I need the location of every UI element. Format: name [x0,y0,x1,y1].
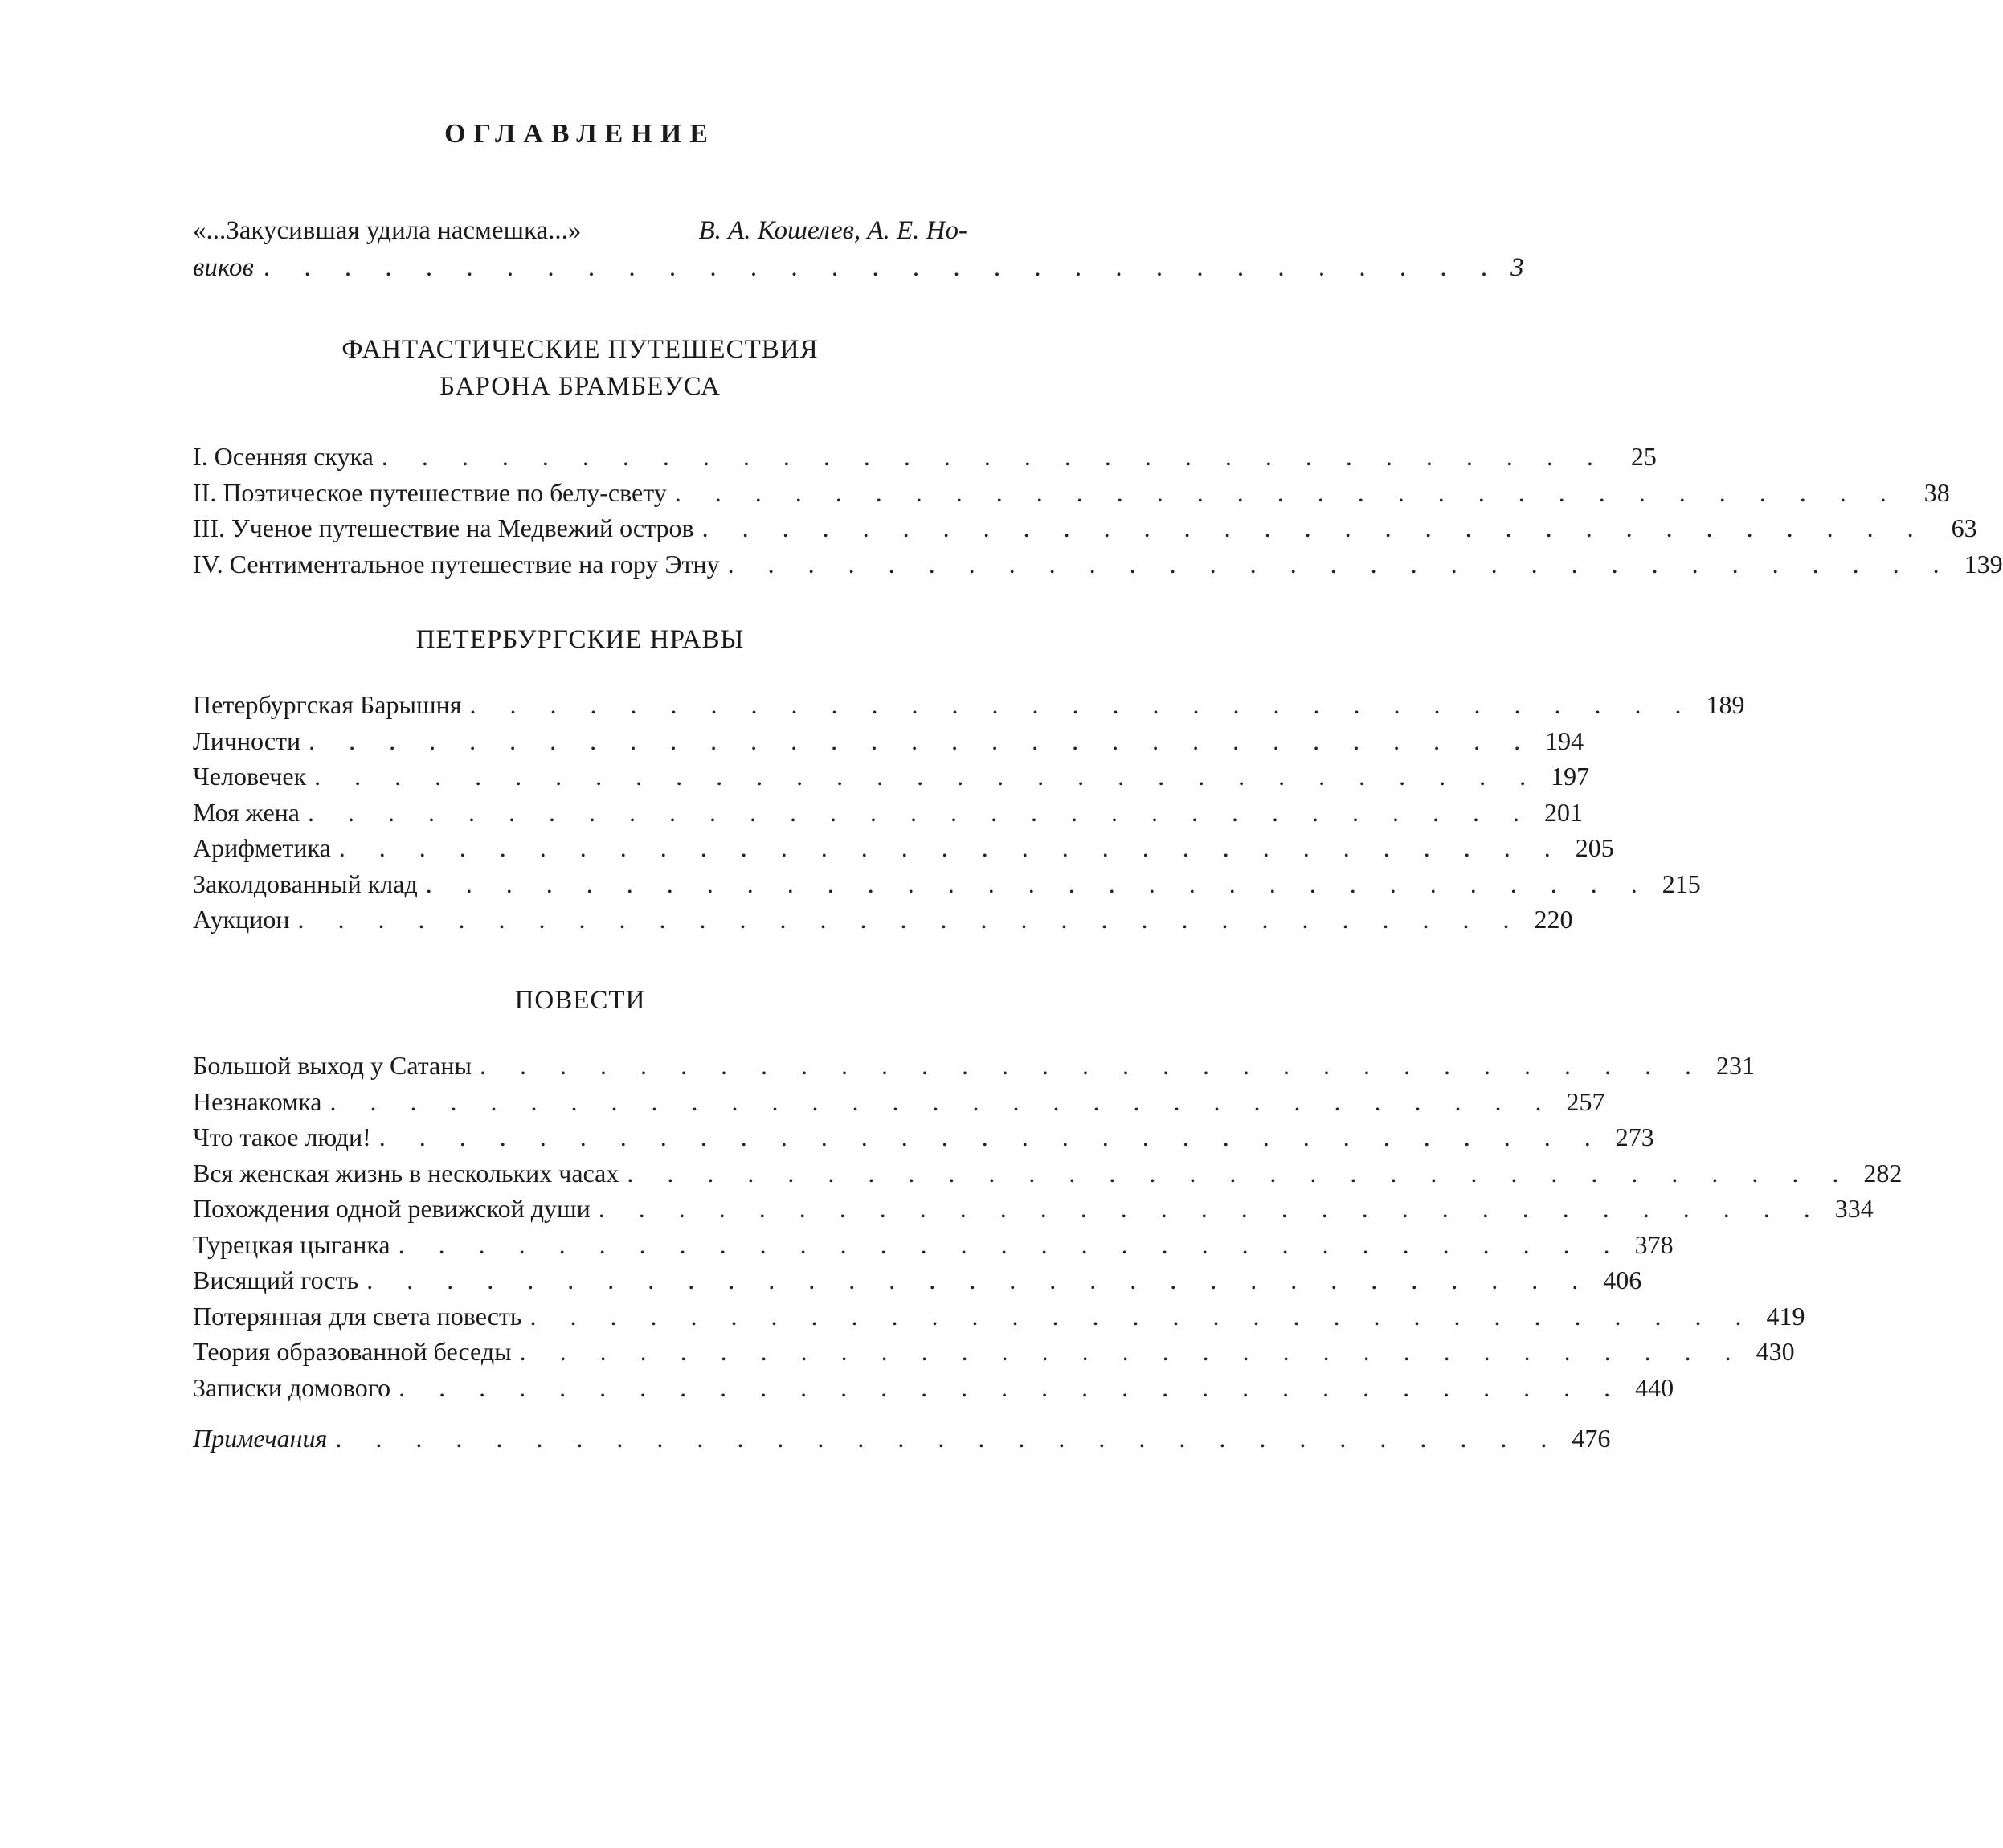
dot-leader: . . . . . . . . . . . . . . . . . . . . . . . . . . . . . . . [674,477,1900,507]
page-number: 378 [1634,1229,1674,1259]
preface-authors-continued: виков [193,253,254,282]
dot-leader: . . . . . . . . . . . . . . . . . . . . . . . . . . . . . . . [297,905,1523,934]
page-number: 476 [1572,1424,1611,1453]
dot-leader: . . . . . . . . . . . . . . . . . . . . . . . . . . . . . . . [598,1194,1824,1223]
toc-entry [193,1155,1903,1192]
entry-list [193,439,2003,582]
page-number: 201 [1543,797,1583,827]
page-number: 139 [1964,549,2003,579]
entry-title: Записки домового [193,1372,391,1402]
section-title-line: ПОВЕСТИ [514,986,646,1015]
preface-title: «...Закусившая удила насмешка...» [193,216,582,245]
toc-entry [193,866,1701,902]
dot-leader: . . . . . . . . . . . . . . . . . . . . . . . . . . . . . . . [425,869,1651,898]
page-number: 282 [1863,1158,1903,1188]
page-number: 3 [1510,253,1524,282]
preface-line-1 [193,212,967,249]
section-title-line: ПЕТЕРБУРГСКИЕ НРАВЫ [415,625,745,654]
entry-title: Незнакомка [193,1086,322,1116]
dot-leader: . . . . . . . . . . . . . . . . . . . . . . . . . . . . . . . [627,1158,1853,1188]
entry-title: I. Осенняя скука [193,442,374,471]
toc-entry [193,1119,1654,1155]
toc-entry [193,687,1745,723]
section-petersburg-manners [193,621,1745,938]
preface-line-2 [193,249,1524,286]
toc-entry [193,1048,1755,1084]
toc-entry [193,510,1977,546]
dot-leader: . . . . . . . . . . . . . . . . . . . . . . . . . . . . . . . [398,1229,1624,1259]
entry-title: Аукцион [193,905,290,934]
toc-entry [193,1262,1642,1298]
toc-entry [193,1298,1805,1335]
page-number: 189 [1706,690,1745,719]
dot-leader: . . . . . . . . . . . . . . . . . . . . . . . . . . . . . . . [469,690,1695,719]
entry-title: III. Ученое путешествие на Медвежий остров [193,513,694,542]
section-title-line: ФАНТАСТИЧЕСКИЕ ПУТЕШЕСТВИЯ [341,335,819,364]
notes-entry [193,1421,1611,1457]
toc-entry [193,475,1950,511]
toc-entry [193,758,1590,795]
dot-leader: . . . . . . . . . . . . . . . . . . . . . . . . . . . . . . . [307,797,1533,827]
toc-entry [193,795,1583,831]
dot-leader: . . . . . . . . . . . . . . . . . . . . . . . . . . . . . . . [335,1424,1561,1453]
dot-leader: . . . . . . . . . . . . . . . . . . . . . . . . . . . . . . . [378,1122,1604,1151]
page-number: 334 [1834,1194,1874,1223]
toc-entry [193,830,1614,866]
notes-section [193,1421,1611,1457]
entry-title: Заколдованный клад [193,869,418,898]
toc-entry [193,1334,1795,1370]
page-number: 231 [1715,1051,1755,1080]
page-number: 38 [1923,477,1950,507]
entry-title: Висящий гость [193,1265,359,1294]
entry-title: Потерянная для света повесть [193,1301,522,1331]
dot-leader: . . . . . . . . . . . . . . . . . . . . . . . . . . . . . . . [399,1372,1625,1402]
page-number: 215 [1662,869,1701,898]
page-number: 194 [1545,726,1584,755]
entry-title: Что такое люди! [193,1122,371,1151]
entry-title: Петербургская Барышня [193,690,462,719]
dot-leader: . . . . . . . . . . . . . . . . . . . . . . . . . . . . . . . [519,1337,1745,1366]
section-title [193,982,967,1019]
entry-title: Большой выход у Сатаны [193,1051,472,1080]
section-title [193,621,967,658]
section-title [193,331,967,405]
dot-leader: . . . . . . . . . . . . . . . . . . . . . . . . . . . . . . . [701,513,1927,542]
entry-title: Примечания [193,1424,328,1453]
page-number: 25 [1630,442,1657,471]
page-title: ОГЛАВЛЕНИЕ [444,119,716,149]
page-number: 197 [1551,762,1590,791]
dot-leader: . . . . . . . . . . . . . . . . . . . . . . . . . . . . . . . [314,762,1540,791]
page-number: 419 [1766,1301,1805,1331]
entry-list [193,1421,1611,1457]
page-number: 406 [1603,1265,1642,1294]
entry-title: Вся женская жизнь в нескольких часах [193,1158,619,1188]
toc-entry [193,1191,1874,1227]
entry-title: Теория образованной беседы [193,1337,512,1366]
entry-title: II. Поэтическое путешествие по белу-свету [193,477,667,507]
dot-leader: . . . . . . . . . . . . . . . . . . . . . . . . . . . . . . . [329,1086,1555,1116]
dot-leader: . . . . . . . . . . . . . . . . . . . . . . . . . . . . . . . [381,442,1607,471]
dot-leader: . . . . . . . . . . . . . . . . . . . . . . . . . . . . . . . [263,253,1502,282]
dot-leader: . . . . . . . . . . . . . . . . . . . . . . . . . . . . . . . [366,1265,1592,1294]
dot-leader: . . . . . . . . . . . . . . . . . . . . . . . . . . . . . . . [479,1051,1705,1080]
preface-authors: В. А. Кошелев, А. Е. Но- [698,216,967,245]
section-fantastic-journeys [193,331,2003,582]
toc-entry [193,1227,1674,1263]
page-number: 440 [1635,1372,1674,1402]
toc-entry [193,1084,1605,1120]
section-title-line: БАРОНА БРАМБЕУСА [439,372,721,401]
dot-leader: . . . . . . . . . . . . . . . . . . . . . . . . . . . . . . . [338,833,1564,862]
entry-title: Арифметика [193,833,331,862]
preface-entry [193,212,1524,286]
toc-entry [193,546,2003,583]
entry-title: Похождения одной ревижской души [193,1194,591,1223]
entry-list [193,687,1745,938]
toc-entry [193,723,1584,759]
page-number: 205 [1575,833,1614,862]
page-number: 220 [1534,905,1573,934]
entry-title: IV. Сентиментальное путешествие на гору Этну [193,549,720,579]
dot-leader: . . . . . . . . . . . . . . . . . . . . . . . . . . . . . . . [309,726,1535,755]
toc-page [193,0,2003,1848]
entry-title: Турецкая цыганка [193,1229,390,1259]
toc-entry [193,439,1657,475]
dot-leader: . . . . . . . . . . . . . . . . . . . . . . . . . . . . . . . [727,549,1953,579]
page-number: 63 [1951,513,1977,542]
entry-title: Моя жена [193,797,300,827]
page-number: 257 [1566,1086,1605,1116]
entry-title: Личности [193,726,301,755]
entry-title: Человечек [193,762,307,791]
page-number: 430 [1756,1337,1795,1366]
dot-leader: . . . . . . . . . . . . . . . . . . . . . . . . . . . . . . . [529,1301,1756,1331]
section-novellas [193,982,1903,1405]
toc-entry [193,902,1573,938]
toc-entry [193,1370,1674,1406]
page-number: 273 [1615,1122,1654,1151]
entry-list [193,1048,1903,1405]
